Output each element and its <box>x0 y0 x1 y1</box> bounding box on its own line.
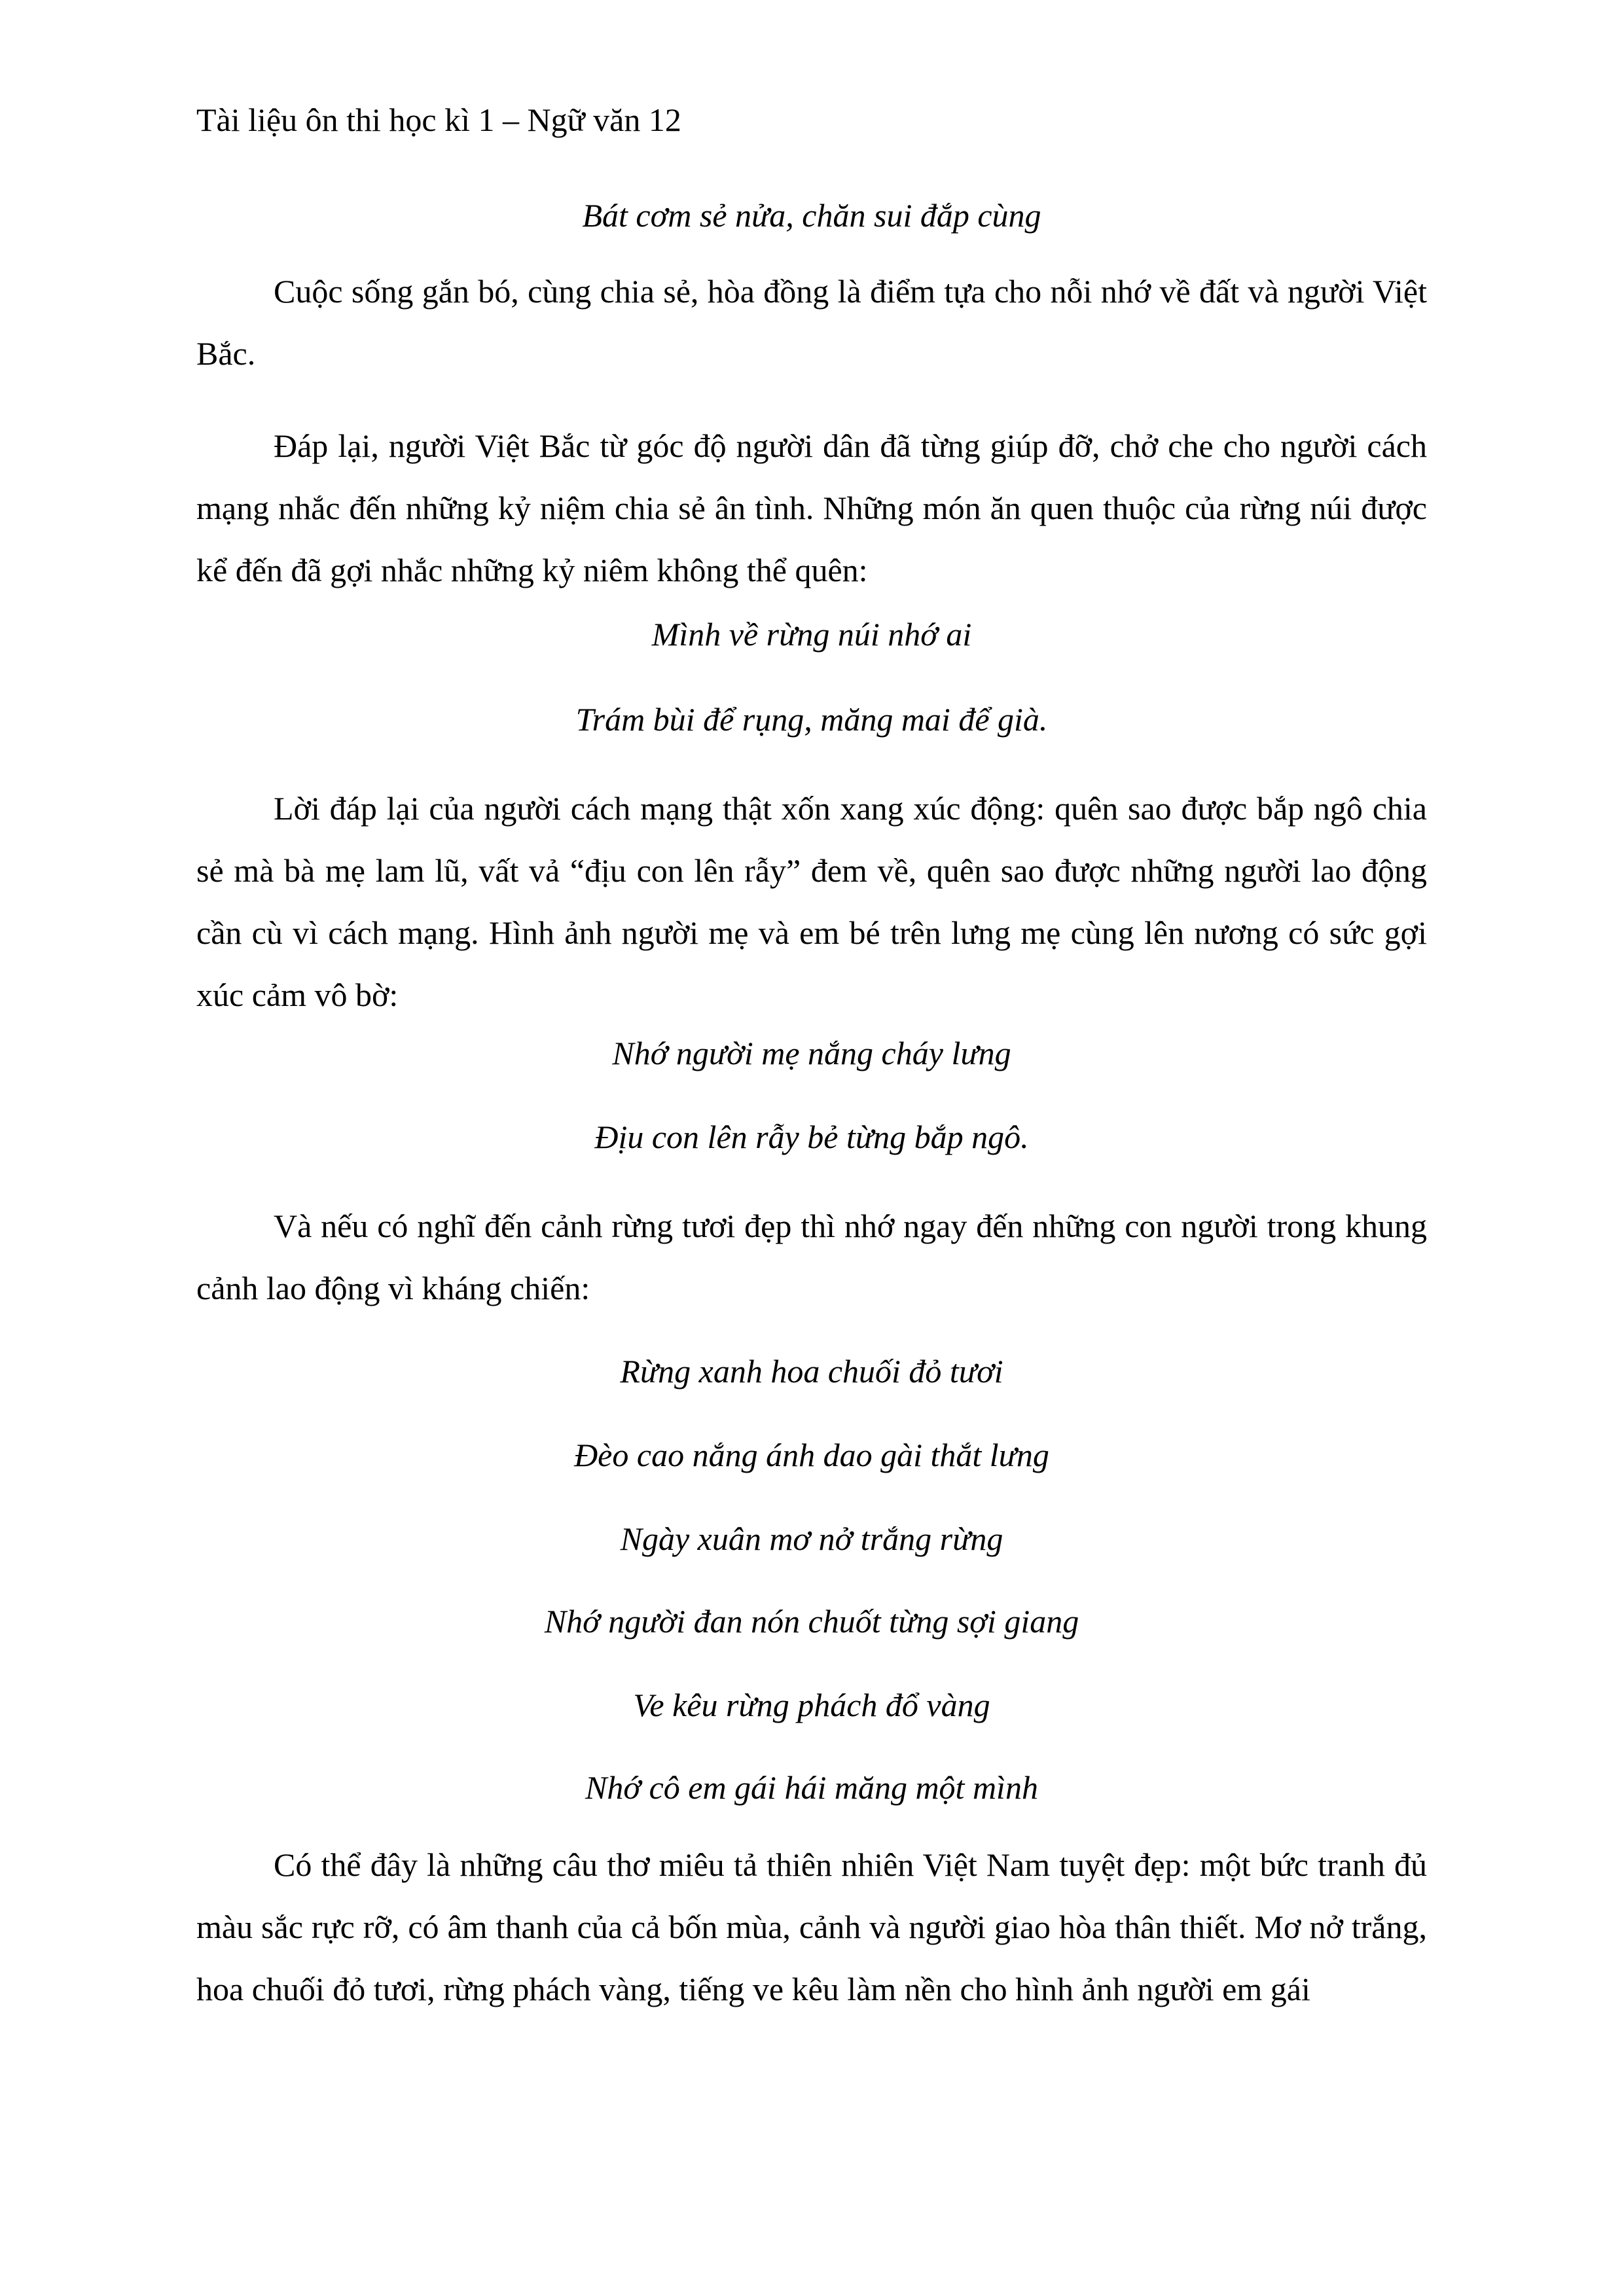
verse-line: Mình về rừng núi nhớ ai <box>651 616 972 653</box>
paragraph: Cuộc sống gắn bó, cùng chia sẻ, hòa đồng là điểm tựa cho nỗi nhớ về đất và người Việt Bắc. <box>196 273 1427 372</box>
paragraph: Và nếu có nghĩ đến cảnh rừng tươi đẹp thì nhớ ngay đến những con người trong khung cảnh lao động vì kháng chiến: <box>196 1208 1427 1306</box>
verse-line: Nhớ người đan nón chuốt từng sợi giang <box>544 1603 1079 1640</box>
verse-line: Trám bùi để rụng, măng mai để già. <box>575 701 1048 738</box>
verse-line: Nhớ cô em gái hái măng một mình <box>585 1769 1038 1806</box>
paragraph: Lời đáp lại của người cách mạng thật xốn xang xúc động: quên sao được bắp ngô chia sẻ mà bà mẹ lam lũ, vất vả “địu con lên rẫy” đem về, quên sao được những người lao động cần cù vì cách mạng. Hình ảnh người mẹ và em bé trên lưng mẹ cùng lên nương có sức gợi xúc cảm vô bờ: <box>196 790 1427 1013</box>
verse-line: Rừng xanh hoa chuối đỏ tươi <box>620 1353 1003 1390</box>
paragraph: Đáp lại, người Việt Bắc từ góc độ người dân đã từng giúp đỡ, chở che cho người cách mạng nhắc đến những kỷ niệm chia sẻ ân tình. Những món ăn quen thuộc của rừng núi được kể đến đã gợi nhắc những kỷ niêm không thể quên: <box>196 427 1427 588</box>
page-header: Tài liệu ôn thi học kì 1 – Ngữ văn 12 <box>196 101 681 138</box>
verse-line: Đèo cao nắng ánh dao gài thắt lưng <box>574 1437 1049 1473</box>
verse-line: Ngày xuân mơ nở trắng rừng <box>620 1520 1003 1557</box>
verse-line: Ve kêu rừng phách đổ vàng <box>633 1687 990 1723</box>
paragraph: Có thể đây là những câu thơ miêu tả thiên nhiên Việt Nam tuyệt đẹp: một bức tranh đủ màu sắc rực rỡ, có âm thanh của cả bốn mùa, cảnh và người giao hòa thân thiết. Mơ nở trắng, hoa chuối đỏ tươi, rừng phách vàng, tiếng ve kêu làm nền cho hình ảnh người em gái <box>196 1846 1427 2007</box>
verse-line: Nhớ người mẹ nắng cháy lưng <box>612 1035 1011 1071</box>
verse-line: Bát cơm sẻ nửa, chăn sui đắp cùng <box>582 197 1041 234</box>
verse-line: Địu con lên rẫy bẻ từng bắp ngô. <box>594 1119 1029 1155</box>
